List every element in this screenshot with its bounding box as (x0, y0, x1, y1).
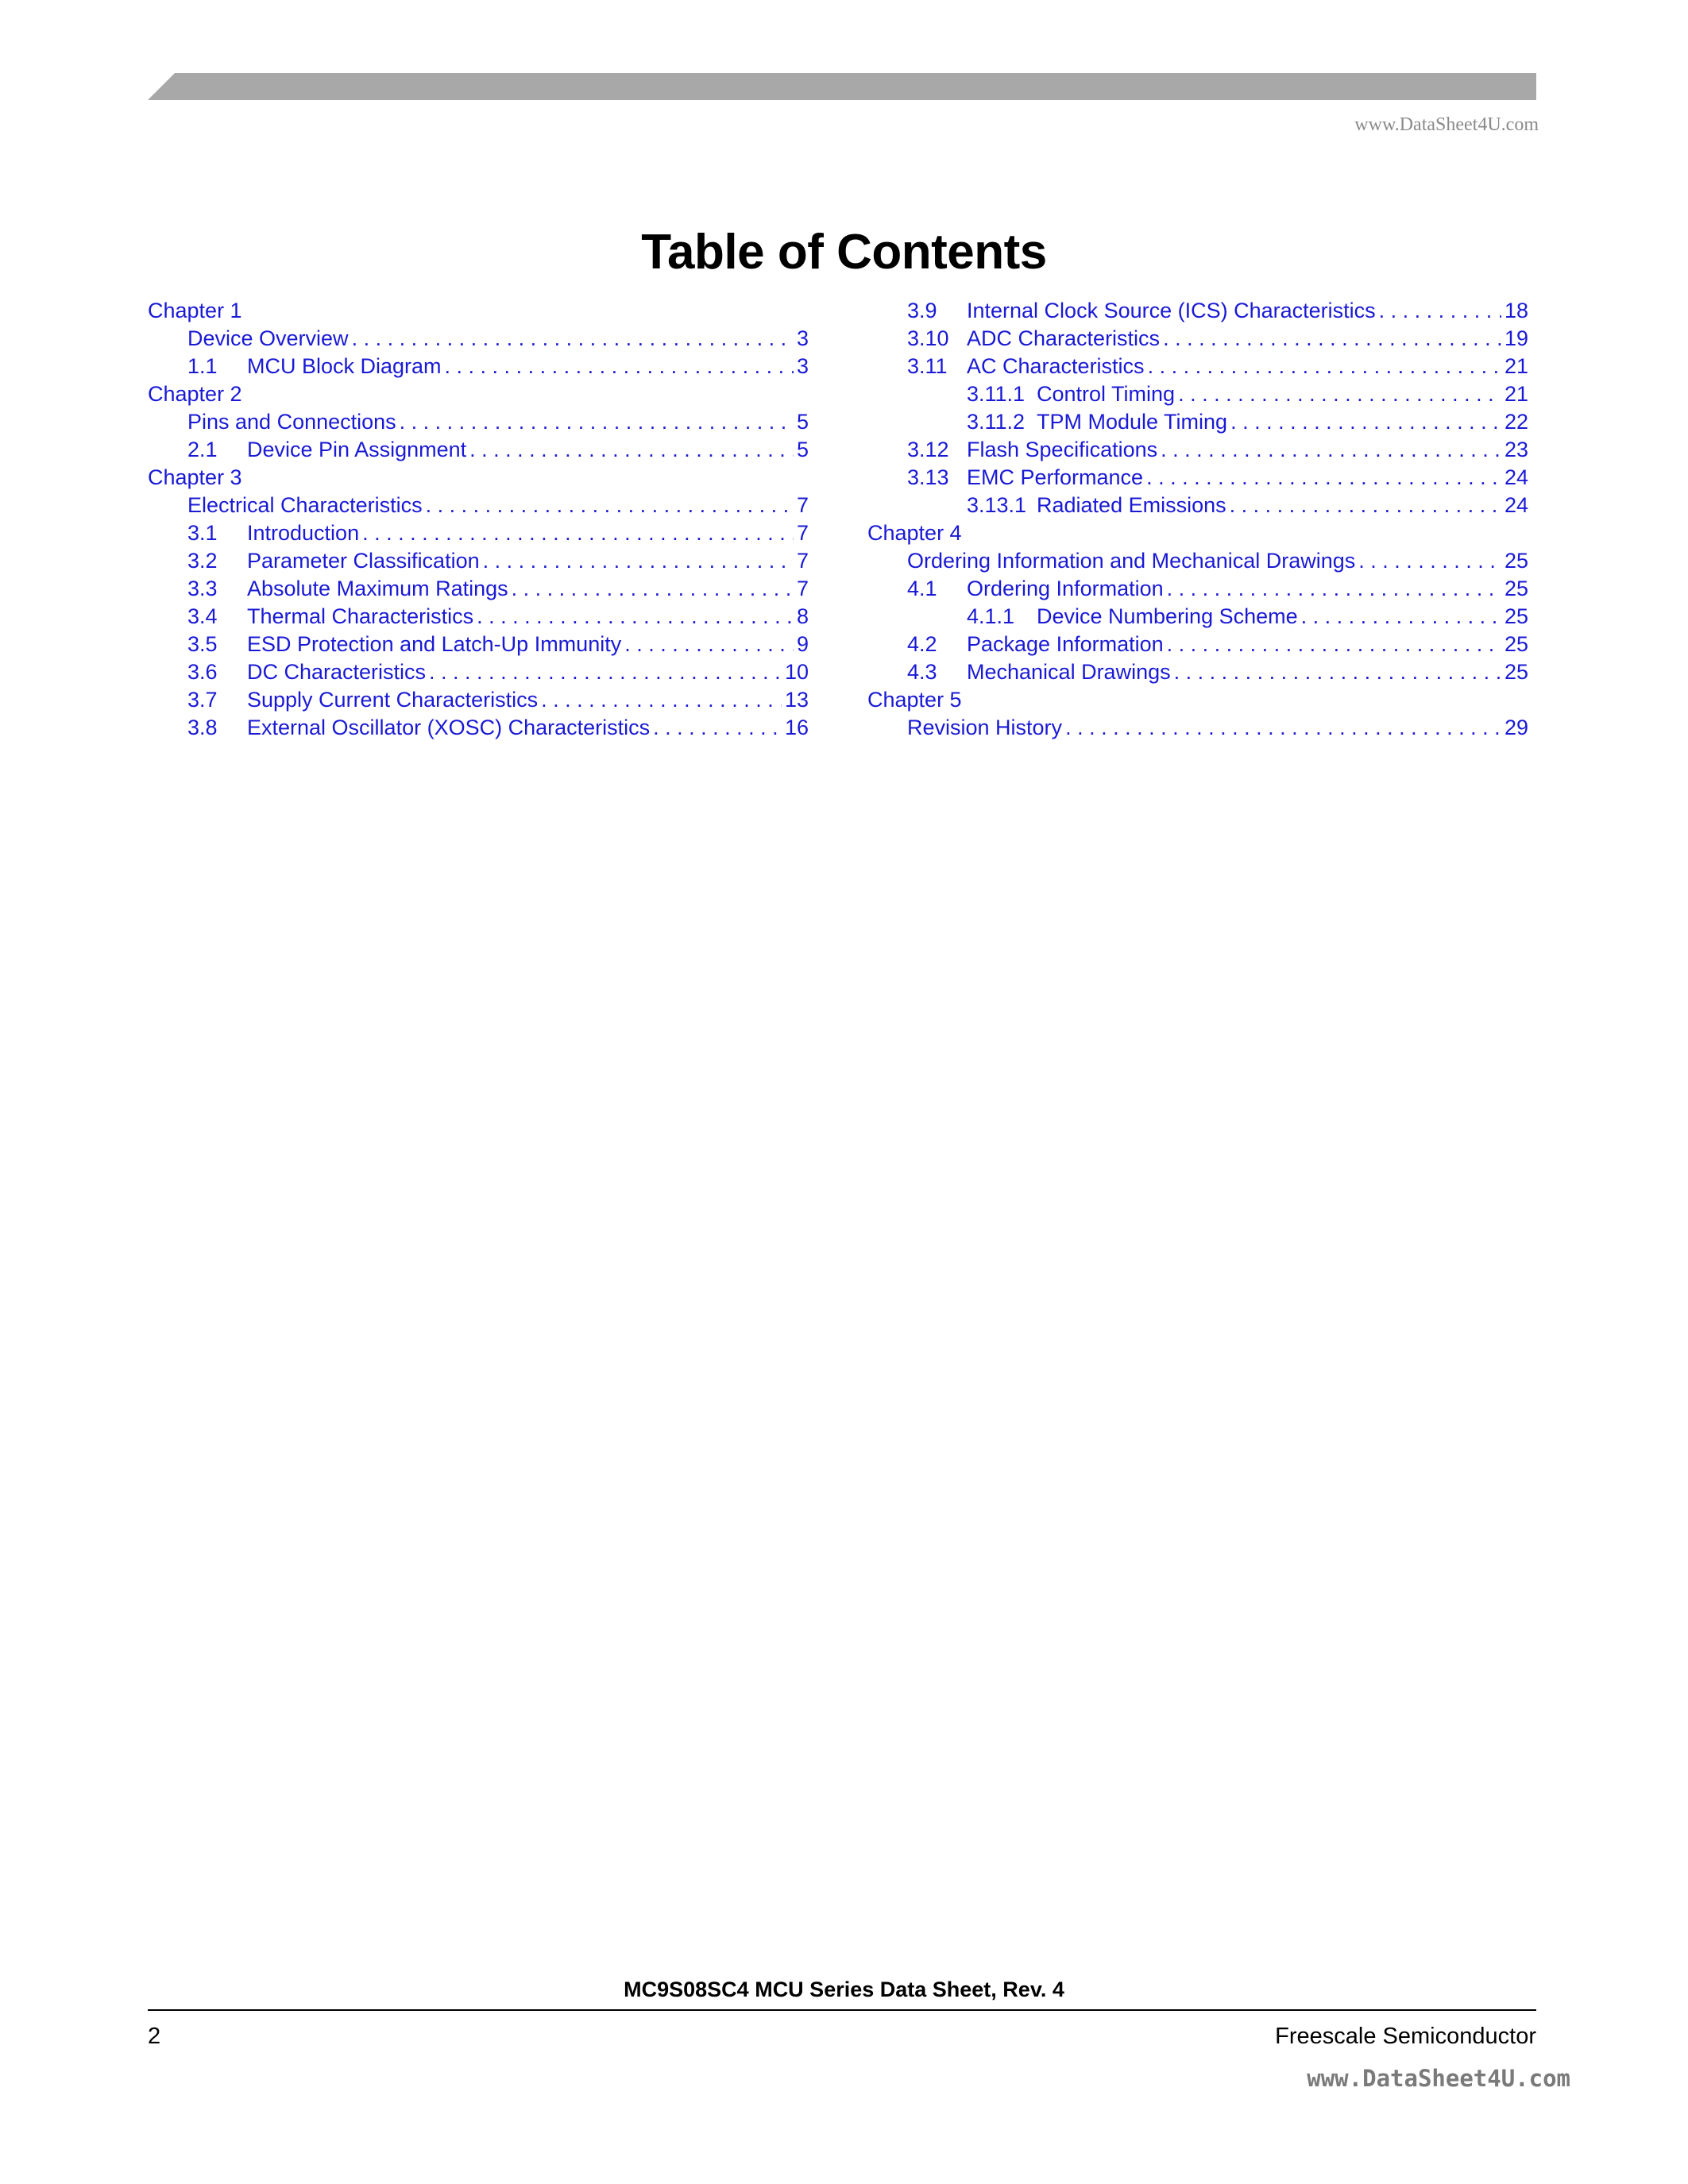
toc-entry-page: 25 (1504, 604, 1528, 628)
toc-entry[interactable] (867, 714, 1528, 742)
toc-entry-page: 5 (796, 410, 809, 434)
toc-entry-title: Revision History (907, 716, 1063, 739)
toc-dot-leader (477, 603, 794, 631)
toc-entry[interactable] (867, 575, 1528, 603)
toc-dot-leader (1148, 353, 1501, 380)
toc-entry-page: 7 (796, 549, 809, 573)
toc-entry-number: 3.4 (187, 604, 218, 628)
toc-entry-title: External Oscillator (XOSC) Characteristics (247, 716, 651, 739)
toc-dot-leader (1301, 603, 1501, 631)
toc-dot-leader (469, 436, 794, 464)
toc-entry-page: 25 (1504, 577, 1528, 600)
toc-entry-title: Thermal Characteristics (247, 604, 474, 628)
toc-entry-title: Mechanical Drawings (967, 660, 1171, 684)
footer-company: Freescale Semiconductor (1275, 2024, 1536, 2049)
toc-dot-leader (426, 492, 794, 519)
toc-entry[interactable] (148, 325, 809, 353)
toc-entry-page: 24 (1504, 493, 1528, 517)
header-bar-shape (148, 73, 1536, 100)
toc-entry-title: Electrical Characteristics (187, 493, 423, 517)
toc-entry-number: 2.1 (187, 438, 218, 461)
toc-entry[interactable] (148, 436, 809, 464)
toc-entry-title: Ordering Information (967, 577, 1164, 600)
toc-dot-leader (400, 408, 794, 436)
toc-entry[interactable] (148, 547, 809, 575)
toc-entry-title: Ordering Information and Mechanical Drawings (907, 549, 1356, 573)
toc-entry[interactable] (148, 519, 809, 547)
toc-right-column (867, 297, 1528, 742)
toc-entry-number: 3.12 (907, 438, 949, 461)
toc-dot-leader (1174, 658, 1501, 686)
toc-entry-page: 29 (1504, 716, 1528, 739)
toc-entry-title: Pins and Connections (187, 410, 396, 434)
toc-entry-title: Parameter Classification (247, 549, 480, 573)
toc-entry-number: 3.9 (907, 299, 937, 322)
toc-entry-title: Chapter 3 (148, 465, 242, 489)
toc-entry[interactable] (148, 714, 809, 742)
toc-entry-page: 22 (1504, 410, 1528, 434)
footer-page-number: 2 (148, 2024, 161, 2049)
toc-entry[interactable] (148, 408, 809, 436)
toc-dot-leader (1161, 436, 1501, 464)
toc-entry-page: 8 (796, 604, 809, 628)
toc-entry-title: Chapter 4 (867, 521, 962, 545)
toc-dot-leader (1163, 325, 1501, 353)
toc-entry[interactable] (867, 658, 1528, 686)
toc-entry-number: 3.13 (907, 465, 949, 489)
watermark-top[interactable]: www.DataSheet4U.com (1354, 114, 1539, 135)
toc-chapter-heading[interactable] (148, 297, 809, 325)
toc-entry-page: 10 (784, 660, 809, 684)
header-bar (148, 73, 1536, 100)
toc-entry[interactable] (148, 603, 809, 631)
toc-dot-leader (512, 575, 794, 603)
toc-dot-leader (1146, 464, 1501, 492)
toc-entry-title: ADC Characteristics (967, 326, 1161, 350)
toc-entry-number: 3.3 (187, 577, 218, 600)
toc-dot-leader (1178, 380, 1501, 408)
toc-entry-page: 3 (796, 354, 809, 378)
toc-entry-title: Device Overview (187, 326, 349, 350)
toc-chapter-heading[interactable] (867, 686, 1528, 714)
toc-dot-leader (483, 547, 794, 575)
toc-entry-page: 25 (1504, 549, 1528, 573)
toc-entry-title: TPM Module Timing (1037, 410, 1228, 434)
toc-entry-page: 23 (1504, 438, 1528, 461)
toc-dot-leader (624, 631, 794, 658)
toc-entry-title: Device Numbering Scheme (1037, 604, 1298, 628)
footer-divider (148, 2009, 1536, 2011)
toc-entry[interactable] (867, 547, 1528, 575)
toc-entry-title: Chapter 5 (867, 688, 962, 712)
toc-entry-title: Internal Clock Source (ICS) Characteristics (967, 299, 1376, 322)
toc-dot-leader (1230, 492, 1501, 519)
toc-entry-number: 3.11 (907, 354, 948, 378)
toc-dot-leader (1230, 408, 1501, 436)
toc-entry[interactable] (148, 658, 809, 686)
toc-dot-leader (653, 714, 782, 742)
toc-entry[interactable] (867, 408, 1528, 436)
toc-entry-page: 25 (1504, 632, 1528, 656)
toc-entry-page: 16 (784, 716, 809, 739)
toc-entry-title: Device Pin Assignment (247, 438, 467, 461)
toc-dot-leader (362, 519, 794, 547)
toc-entry-title: Absolute Maximum Ratings (247, 577, 508, 600)
toc-entry-number: 4.1.1 (967, 604, 1015, 628)
toc-entry-page: 24 (1504, 465, 1528, 489)
toc-dot-leader (1167, 631, 1501, 658)
toc-entry-page: 21 (1504, 382, 1528, 406)
toc-entry-number: 4.2 (907, 632, 937, 656)
toc-entry-number: 4.1 (907, 577, 937, 600)
toc-dot-leader (352, 325, 794, 353)
toc-entry[interactable] (148, 575, 809, 603)
toc-entry-title: MCU Block Diagram (247, 354, 442, 378)
toc-entry[interactable] (867, 631, 1528, 658)
toc-entry-page: 21 (1504, 354, 1528, 378)
footer-doc-title: MC9S08SC4 MCU Series Data Sheet, Rev. 4 (624, 1978, 1064, 2001)
toc-entry[interactable] (867, 353, 1528, 380)
watermark-bottom[interactable]: www.DataSheet4U.com (1307, 2065, 1570, 2092)
toc-entry-number: 3.13.1 (967, 493, 1027, 517)
toc-entry-page: 9 (796, 632, 809, 656)
toc-entry-number: 3.11.2 (967, 410, 1026, 434)
toc-entry-title: Radiated Emissions (1037, 493, 1226, 517)
toc-entry-title: Flash Specifications (967, 438, 1158, 461)
toc-entry[interactable] (148, 686, 809, 714)
toc-entry[interactable] (867, 380, 1528, 408)
page-title: Table of Contents (641, 225, 1047, 280)
toc-entry-number: 3.6 (187, 660, 218, 684)
toc-entry-title: Supply Current Characteristics (247, 688, 539, 712)
toc-entry[interactable] (867, 325, 1528, 353)
toc-dot-leader (541, 686, 782, 714)
toc-entry-number: 3.5 (187, 632, 218, 656)
toc-chapter-heading[interactable] (867, 519, 1528, 547)
toc-dot-leader (445, 353, 794, 380)
toc-entry-number: 3.2 (187, 549, 218, 573)
toc-entry-number: 3.11.1 (967, 382, 1026, 406)
toc-entry-page: 5 (796, 438, 809, 461)
toc-entry-page: 3 (796, 326, 809, 350)
toc-entry[interactable] (867, 603, 1528, 631)
toc-entry-number: 4.3 (907, 660, 937, 684)
toc-entry[interactable] (867, 436, 1528, 464)
toc-entry-number: 1.1 (187, 354, 218, 378)
toc-dot-leader (1065, 714, 1501, 742)
toc-entry-title: Chapter 2 (148, 382, 242, 406)
toc-entry-number: 3.8 (187, 716, 218, 739)
toc-entry-title: Introduction (247, 521, 360, 545)
toc-entry-title: AC Characteristics (967, 354, 1145, 378)
toc-entry[interactable] (148, 631, 809, 658)
toc-entry-title: Control Timing (1037, 382, 1176, 406)
toc-entry-number: 3.7 (187, 688, 218, 712)
toc-entry-title: Chapter 1 (148, 299, 242, 322)
toc-entry-number: 3.1 (187, 521, 218, 545)
toc-entry-page: 7 (796, 521, 809, 545)
toc-dot-leader (429, 658, 782, 686)
toc-entry-page: 19 (1504, 326, 1528, 350)
toc-left-column (148, 297, 809, 742)
toc-entry-page: 18 (1504, 299, 1528, 322)
toc-entry-page: 7 (796, 577, 809, 600)
toc-entry-page: 25 (1504, 660, 1528, 684)
toc-entry-title: EMC Performance (967, 465, 1144, 489)
toc-entry-title: ESD Protection and Latch-Up Immunity (247, 632, 622, 656)
toc-entry-page: 7 (796, 493, 809, 517)
toc-entry[interactable] (867, 492, 1528, 519)
toc-entry[interactable] (148, 353, 809, 380)
toc-entry[interactable] (867, 464, 1528, 492)
toc-entry[interactable] (148, 492, 809, 519)
toc-chapter-heading[interactable] (148, 464, 809, 492)
toc-entry[interactable] (867, 297, 1528, 325)
toc-entry-title: Package Information (967, 632, 1164, 656)
toc-entry-page: 13 (784, 688, 809, 712)
toc-entry-title: DC Characteristics (247, 660, 427, 684)
toc-dot-leader (1358, 547, 1501, 575)
toc-dot-leader (1379, 297, 1501, 325)
toc-entry-number: 3.10 (907, 326, 949, 350)
toc-chapter-heading[interactable] (148, 380, 809, 408)
toc-dot-leader (1167, 575, 1501, 603)
